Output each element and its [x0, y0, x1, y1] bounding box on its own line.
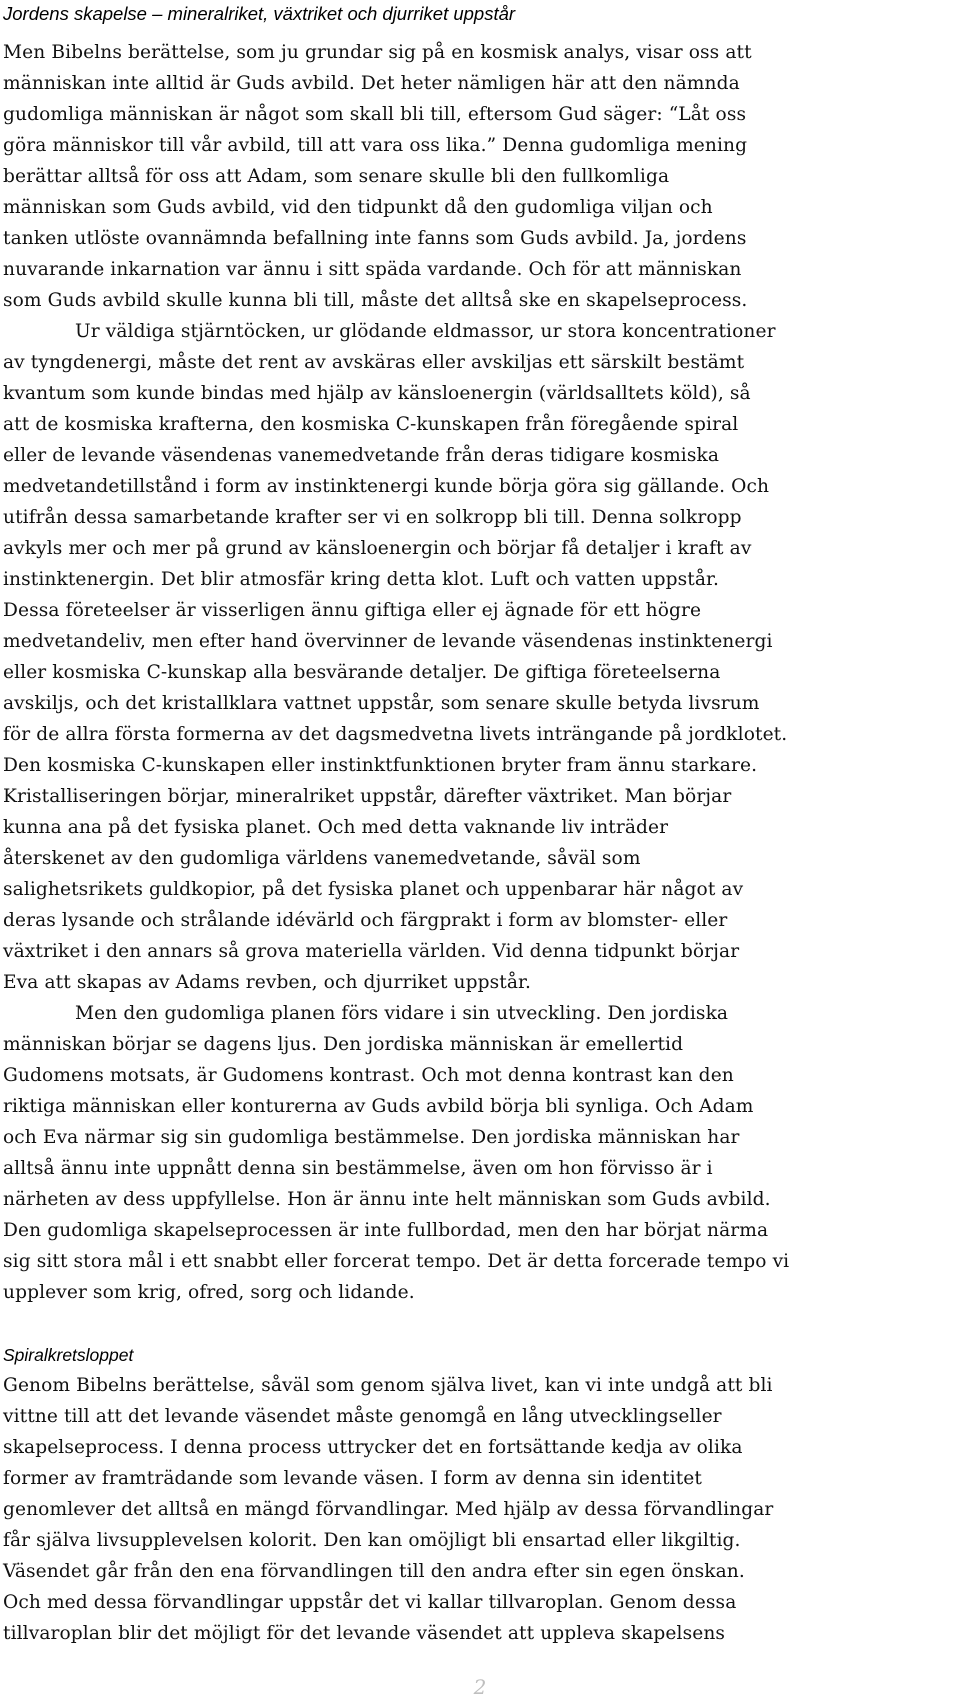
text-line: växtriket i den annars så grova materiella världen. Vid denna tidpunkt börjar — [3, 941, 740, 962]
text-line: återskenet av den gudomliga världens vanemedvetande, såväl som — [3, 848, 641, 869]
text-line: avkyls mer och mer på grund av känsloenergin och börjar få detaljer i kraft av — [3, 538, 752, 559]
text-line: Men Bibelns berättelse, som ju grundar sig på en kosmisk analys, visar oss att — [3, 42, 752, 63]
text-line: medvetandeliv, men efter hand övervinner de levande väsendenas instinktenergi — [3, 631, 773, 652]
text-line: Den kosmiska C-kunskapen eller instinktfunktionen bryter fram ännu starkare. — [3, 755, 758, 776]
text-line: Och med dessa förvandlingar uppstår det vi kallar tillvaroplan. Genom dessa — [3, 1592, 737, 1613]
text-line: instinktenergin. Det blir atmosfär kring detta klot. Luft och vatten uppstår. — [3, 569, 719, 590]
text-line: människan börjar se dagens ljus. Den jordiska människan är emellertid — [3, 1034, 684, 1055]
text-line: Gudomens motsats, är Gudomens kontrast. Och mot denna kontrast kan den — [3, 1065, 734, 1086]
text-line: göra människor till vår avbild, till att vara oss lika.” Denna gudomliga mening — [3, 135, 748, 156]
text-line: sig sitt stora mål i ett snabbt eller forcerat tempo. Det är detta forcerade tempo vi — [3, 1251, 790, 1272]
text-line: upplever som krig, ofred, sorg och lidande. — [3, 1282, 415, 1303]
text-line: Kristalliseringen börjar, mineralriket uppstår, därefter växtriket. Man börjar — [3, 786, 732, 807]
section-heading: Spiralkretsloppet — [3, 1345, 134, 1365]
body-text-section-2 — [3, 1370, 957, 1649]
text-line: former av framträdande som levande väsen. I form av denna sin identitet — [3, 1468, 702, 1489]
text-line: avskiljs, och det kristallklara vattnet uppstår, som senare skulle betyda livsrum — [3, 693, 760, 714]
text-line: som Guds avbild skulle kunna bli till, måste det alltså ske en skapelseprocess. — [3, 290, 748, 311]
chapter-heading: Jordens skapelse – mineralriket, växtriket och djurriket uppstår — [3, 3, 516, 24]
text-line: vittne till att det levande väsendet måste genomgå en lång utvecklingseller — [3, 1406, 722, 1427]
text-line: eller kosmiska C-kunskap alla besvärande detaljer. De giftiga företeelserna — [3, 662, 721, 683]
text-line: närheten av dess uppfyllelse. Hon är ännu inte helt människan som Guds avbild. — [3, 1189, 771, 1210]
text-line: av tyngdenergi, måste det rent av avskäras eller avskiljas ett särskilt bestämt — [3, 352, 745, 373]
text-line: nuvarande inkarnation var ännu i sitt späda vardande. Och för att människan — [3, 259, 742, 280]
text-line: får själva livsupplevelsen kolorit. Den kan omöjligt bli ensartad eller likgiltig. — [3, 1530, 741, 1551]
text-line: deras lysande och strålande idévärld och färgprakt i form av blomster- eller — [3, 910, 728, 931]
text-line: tillvaroplan blir det möjligt för det levande väsendet att uppleva skapelsens — [3, 1623, 726, 1644]
text-line: gudomliga människan är något som skall bli till, eftersom Gud säger: “Låt oss — [3, 104, 747, 125]
text-line: Genom Bibelns berättelse, såväl som genom själva livet, kan vi inte undgå att bli — [3, 1375, 773, 1396]
text-line: att de kosmiska krafterna, den kosmiska C-kunskapen från föregående spiral — [3, 414, 739, 435]
text-line: skapelseprocess. I denna process uttrycker det en fortsättande kedja av olika — [3, 1437, 743, 1458]
text-line: utifrån dessa samarbetande krafter ser vi en solkropp bli till. Denna solkropp — [3, 507, 742, 528]
page-number: 2 — [473, 1675, 487, 1699]
text-line: alltså ännu inte uppnått denna sin bestämmelse, även om hon förvisso är i — [3, 1158, 713, 1179]
text-line: riktiga människan eller konturerna av Guds avbild börja bli synliga. Och Adam — [3, 1096, 754, 1117]
text-line: genomlever det alltså en mängd förvandlingar. Med hjälp av dessa förvandlingar — [3, 1499, 774, 1520]
text-line: Den gudomliga skapelseprocessen är inte fullbordad, men den har börjat närma — [3, 1220, 769, 1241]
text-line: Dessa företeelser är visserligen ännu giftiga eller ej ägnade för ett högre — [3, 600, 702, 621]
text-line: medvetandetillstånd i form av instinktenergi kunde börja göra sig gällande. Och — [3, 476, 770, 497]
text-line: kvantum som kunde bindas med hjälp av känsloenergin (världsalltets köld), så — [3, 383, 751, 404]
text-line: berättar alltså för oss att Adam, som senare skulle bli den fullkomliga — [3, 166, 670, 187]
text-line: Eva att skapas av Adams revben, och djurriket uppstår. — [3, 972, 531, 993]
body-text-section-1 — [3, 37, 957, 1308]
text-line: människan som Guds avbild, vid den tidpunkt då den gudomliga viljan och — [3, 197, 713, 218]
text-line: och Eva närmar sig sin gudomliga bestämmelse. Den jordiska människan har — [3, 1127, 740, 1148]
text-line: salighetsrikets guldkopior, på det fysiska planet och uppenbarar här något av — [3, 879, 744, 900]
text-line: eller de levande väsendenas vanemedvetande från deras tidigare kosmiska — [3, 445, 720, 466]
text-line: Väsendet går från den ena förvandlingen till den andra efter sin egen önskan. — [3, 1561, 745, 1582]
text-line: människan inte alltid är Guds avbild. Det heter nämligen här att den nämnda — [3, 73, 740, 94]
text-line: kunna ana på det fysiska planet. Och med detta vaknande liv inträder — [3, 817, 669, 838]
text-line: för de allra första formerna av det dagsmedvetna livets inträngande på jordklotet. — [3, 724, 788, 745]
text-line: tanken utlöste ovannämnda befallning inte fanns som Guds avbild. Ja, jordens — [3, 228, 747, 249]
paragraph-start-line: Men den gudomliga planen förs vidare i sin utveckling. Den jordiska — [75, 1003, 729, 1024]
paragraph-start-line: Ur väldiga stjärntöcken, ur glödande eldmassor, ur stora koncentrationer — [75, 321, 776, 342]
